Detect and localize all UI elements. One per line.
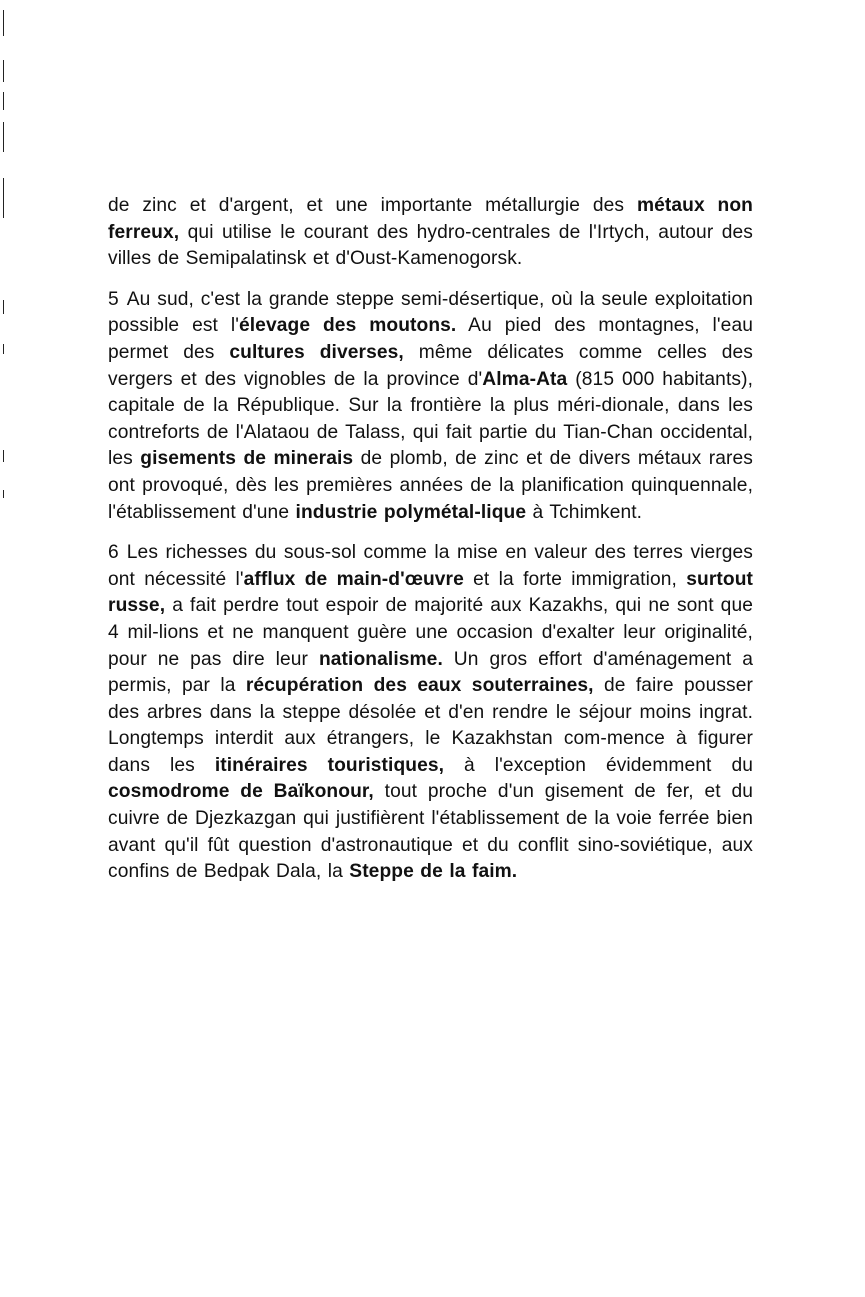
text-segment: Les richesses du sous-sol comme la mise en valeur des terres vierges ont nécessité l'	[108, 542, 753, 590]
paragraph-continued	[108, 193, 753, 273]
scan-edge-mark	[3, 178, 4, 218]
text-segment: qui utilise le courant des hydro-centrales de l'Irtych, autour des villes de Semipalatinsk et d'Oust-Kamenogorsk.	[108, 221, 753, 270]
scan-edge-mark	[3, 92, 4, 110]
scan-edge-mark	[3, 122, 4, 152]
text-segment: de plomb, de zinc et de divers métaux rares ont provoqué, dès les premières années de la planification quinquennale, l'établissement d'une	[108, 448, 753, 523]
text-segment-bold: récupération des eaux souterraines,	[245, 675, 594, 697]
text-segment: de faire pousser des arbres dans la steppe désolée et d'en rendre le séjour moins ingrat. Longtemps interdit aux étrangers, le Kazakhstan com-mence à figurer dans les	[108, 675, 753, 776]
text-segment-bold: élevage des moutons.	[238, 315, 457, 337]
page-body-text	[108, 193, 753, 886]
text-segment-bold: afflux de main-d'œuvre	[243, 568, 464, 590]
text-segment: de zinc et d'argent, et une importante métallurgie des	[108, 195, 637, 216]
text-segment: même délicates comme celles des vergers et des vignobles de la province d'	[108, 341, 753, 390]
paragraph-5	[108, 287, 753, 526]
scan-edge-mark	[3, 60, 4, 82]
paragraph-6	[108, 540, 753, 886]
text-segment-bold: nationalisme.	[318, 648, 443, 670]
text-segment: et la forte immigration,	[463, 568, 687, 590]
text-segment: Un gros effort d'aménagement a permis, par la	[108, 648, 753, 697]
scan-edge-mark	[3, 490, 4, 498]
text-segment-bold: cultures diverses,	[229, 341, 404, 363]
text-segment: (815 000 habitants), capitale de la République. Sur la frontière la plus méri-dionale, dans les contreforts de l'Alataou de Talass, qui fait partie du Tian-Chan occidental, les	[108, 368, 753, 470]
scan-edge-mark	[3, 10, 4, 36]
text-segment: à l'exception évidemment du	[444, 754, 753, 776]
text-segment-bold: métaux non ferreux,	[108, 195, 753, 243]
paragraph-number: 6	[108, 542, 119, 564]
text-segment: tout proche d'un gisement de fer, et du cuivre de Djezkazgan qui justifièrent l'établissement de la voie ferrée bien avant qu'il fût question d'astronautique et du conflit sino-soviétique, aux confins de Bedpak Dala, la	[108, 781, 754, 883]
text-segment-bold: industrie polymétal-lique	[295, 501, 527, 523]
text-segment: Au sud, c'est la grande steppe semi-désertique, où la seule exploitation possible est l'	[108, 288, 753, 337]
scan-edge-mark	[3, 344, 4, 354]
text-segment-bold: gisements de minerais	[140, 448, 354, 470]
paragraph-number: 5	[108, 288, 119, 310]
text-segment-bold: cosmodrome de Baïkonour,	[108, 781, 374, 803]
text-segment-bold: surtout russe,	[108, 568, 754, 617]
scan-edge-mark	[3, 450, 4, 462]
text-segment: a fait perdre tout espoir de majorité aux Kazakhs, qui ne sont que 4 mil-lions et ne manquent guère une occasion d'exalter leur originalité, pour ne pas dire leur	[108, 595, 753, 670]
text-segment-bold: Alma-Ata	[482, 368, 568, 390]
scan-edge-mark	[3, 300, 4, 314]
text-segment-bold: itinéraires touristiques,	[214, 754, 445, 776]
text-segment: Au pied des montagnes, l'eau permet des	[108, 315, 753, 363]
text-segment: à Tchimkent.	[526, 501, 643, 523]
text-segment-bold: Steppe de la faim.	[349, 861, 518, 883]
